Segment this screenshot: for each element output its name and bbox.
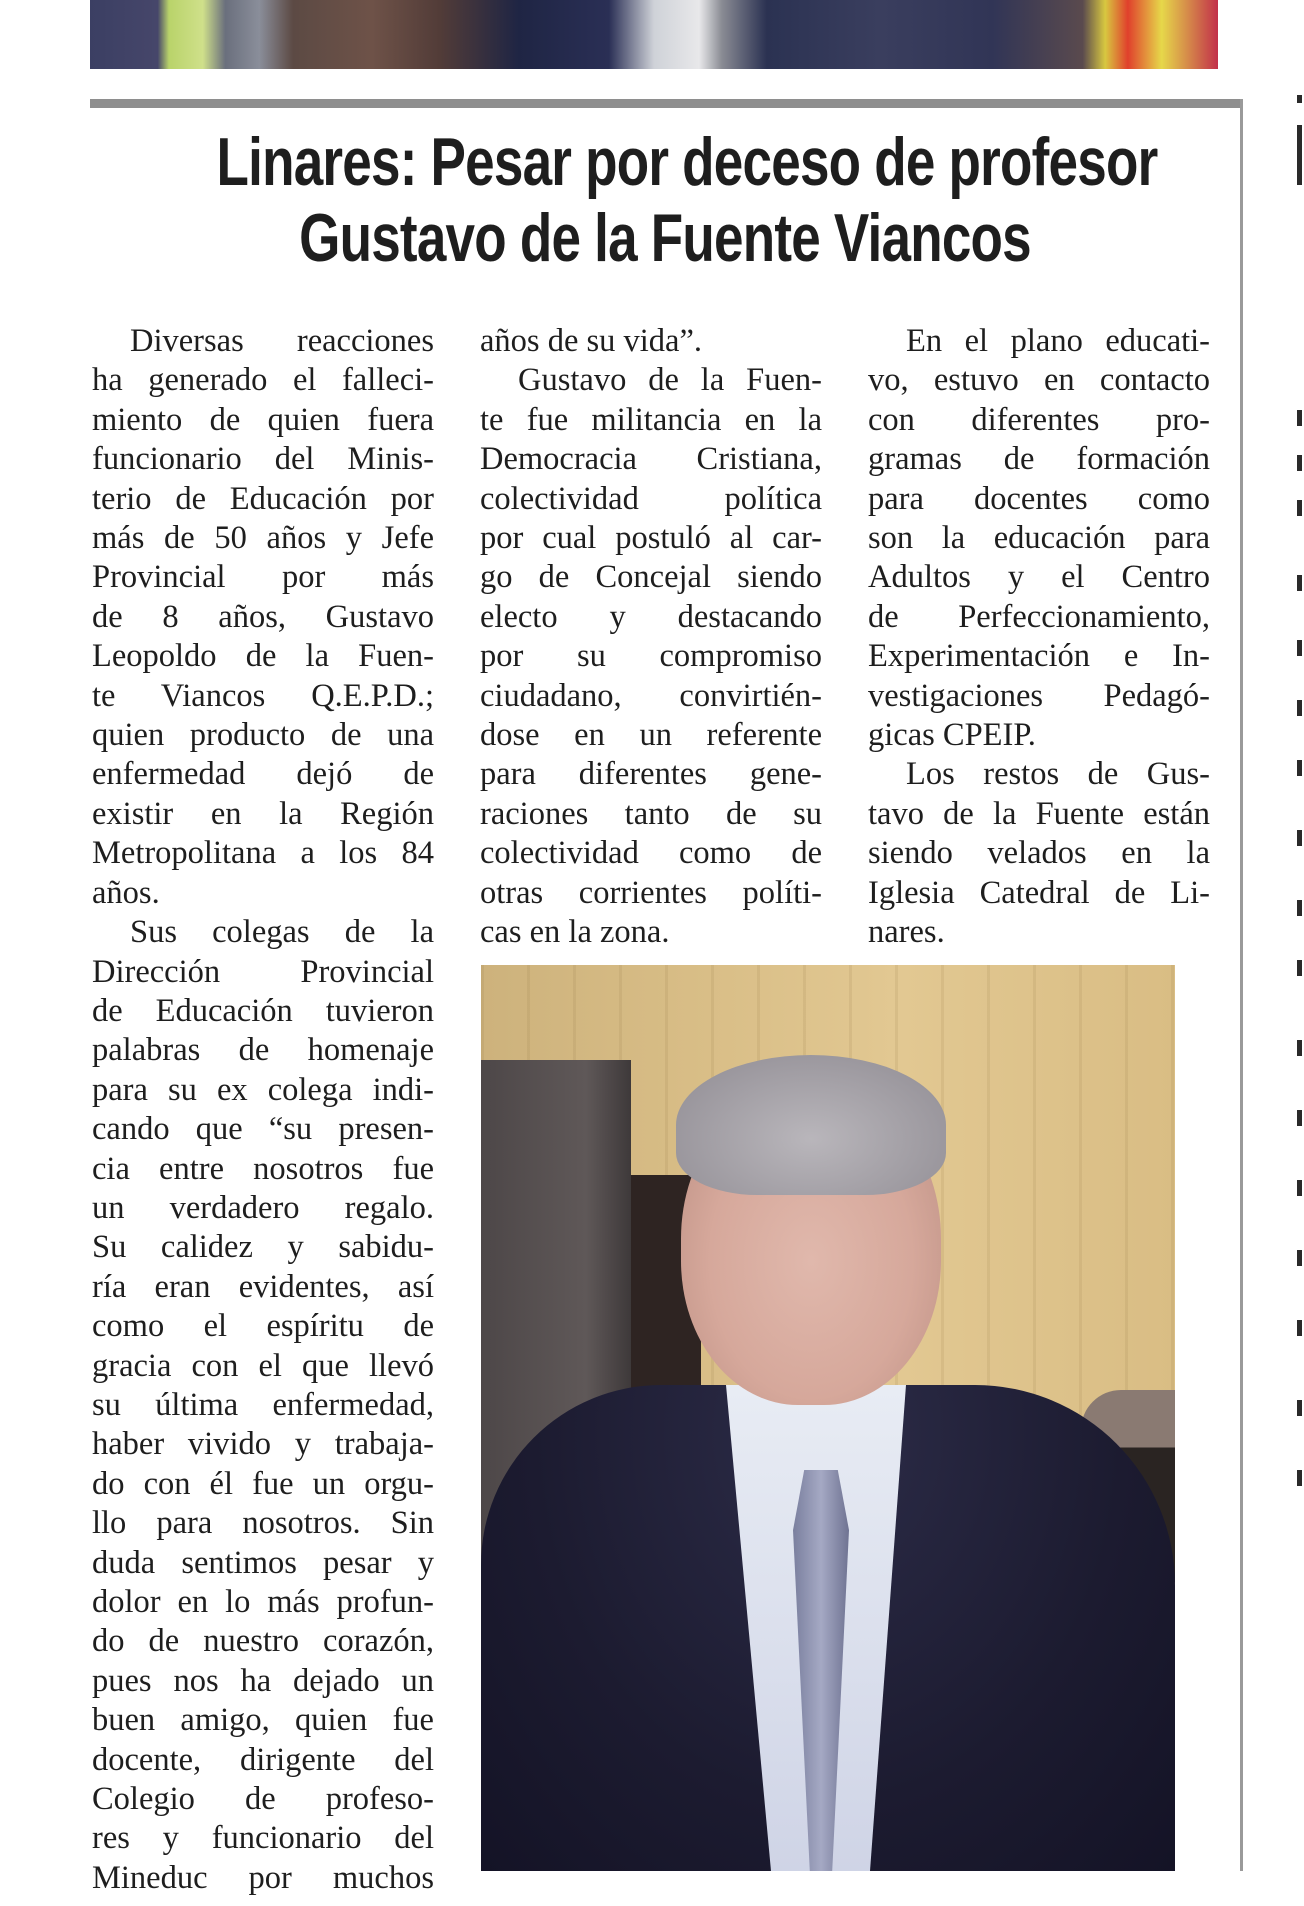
headline [90,124,1240,276]
text-line: para docentes como [868,480,1210,517]
text-line: do de nuestro corazón, [92,1623,434,1660]
text-line: raciones tanto de su [480,795,822,832]
text-line: existir en la Región [92,795,434,832]
text-line: como el espíritu de [92,1308,434,1345]
text-line: dolor en lo más profun- [92,1584,434,1620]
text-line: Mineduc por muchos [92,1859,434,1896]
text-line: ha generado el falleci- [92,362,434,399]
text-line: para diferentes gene- [480,756,822,793]
text-line: tavo de la Fuente están [868,795,1210,832]
text-line: con diferentes pro- [868,401,1210,438]
text-line: son la educación para [868,520,1210,557]
text-line: años de su vida”. [480,323,703,359]
article-column-2 [480,322,822,953]
text-line: cas en la zona. [480,914,670,951]
text-line: enfermedad dejó de [92,756,434,793]
photo-hair [676,1055,946,1195]
text-line: Democracia Cristiana, [480,441,822,478]
text-line: funcionario del Minis- [92,441,434,478]
article-column-3 [868,322,1210,953]
adjacent-column-edge [1297,0,1304,1906]
text-line: cando que “su presen- [92,1111,434,1148]
text-line: haber vivido y trabaja- [92,1426,434,1463]
text-line: ciudadano, convirtién- [480,677,822,714]
text-line: otras corrientes políti- [480,874,822,911]
text-line: Experimentación e In- [868,638,1210,675]
text-line: Colegio de profeso- [92,1781,434,1818]
text-line: llo para nosotros. Sin [92,1505,434,1542]
text-line: pues nos ha dejado un [92,1662,434,1699]
text-line: Sus colegas de la [130,914,434,951]
headline-line-1: Linares: Pesar por deceso de profesor [216,124,1158,200]
portrait-photo [481,965,1175,1871]
text-line: duda sentimos pesar y [92,1544,434,1581]
article-column-1 [92,322,434,1898]
text-line: Adultos y el Centro [868,559,1210,596]
text-line: gramas de formación [868,441,1210,478]
text-line: go de Concejal siendo [480,559,822,596]
text-line: electo y destacando [480,598,822,635]
text-line: quien producto de una [92,717,434,754]
text-line: Dirección Provincial [92,953,434,990]
text-line: Diversas reacciones [130,323,434,359]
text-line: gicas CPEIP. [868,717,1036,754]
text-line: En el plano educati- [906,323,1210,359]
text-line: buen amigo, quien fue [92,1702,434,1739]
column-border-line [1240,99,1243,1871]
text-line: gracia con el que llevó [92,1347,434,1384]
text-line: Leopoldo de la Fuen- [92,638,434,675]
text-line: un verdadero regalo. [92,1189,434,1226]
text-line: Iglesia Catedral de Li- [868,874,1210,911]
text-line: de Educación tuvieron [92,992,434,1029]
text-line: por cual postuló al car- [480,520,822,557]
text-line: por su compromiso [480,638,822,675]
text-line: colectividad política [480,480,822,517]
text-line: vo, estuvo en contacto [868,362,1210,399]
top-photo-cropped [90,0,1218,69]
text-line: Provincial por más [92,559,434,596]
text-line: palabras de homenaje [92,1032,434,1069]
text-line: de 8 años, Gustavo [92,598,434,635]
headline-line-2: Gustavo de la Fuente Viancos [299,200,1031,276]
text-line: siendo velados en la [868,835,1210,872]
text-line: años. [92,874,160,911]
text-line: nares. [868,914,945,951]
text-line: do con él fue un orgu- [92,1465,434,1502]
text-line: te Viancos Q.E.P.D.; [92,677,434,714]
text-line: Los restos de Gus- [906,756,1210,793]
text-line: vestigaciones Pedagó- [868,677,1210,714]
text-line: más de 50 años y Jefe [92,520,434,557]
text-line: res y funcionario del [92,1820,434,1857]
text-line: su última enfermedad, [92,1386,434,1423]
text-line: Metropolitana a los 84 [92,835,434,872]
text-line: te fue militancia en la [480,401,822,438]
text-line: miento de quien fuera [92,401,434,438]
text-line: para su ex colega indi- [92,1071,434,1108]
text-line: Gustavo de la Fuen- [518,362,822,399]
text-line: docente, dirigente del [92,1741,434,1778]
text-line: ría eran evidentes, así [92,1268,434,1305]
text-line: colectividad como de [480,835,822,872]
text-line: terio de Educación por [92,480,434,517]
text-line: cia entre nosotros fue [92,1150,434,1187]
text-line: Su calidez y sabidu- [92,1229,434,1266]
text-line: de Perfeccionamiento, [868,598,1210,635]
section-rule [90,99,1243,108]
text-line: dose en un referente [480,717,822,754]
